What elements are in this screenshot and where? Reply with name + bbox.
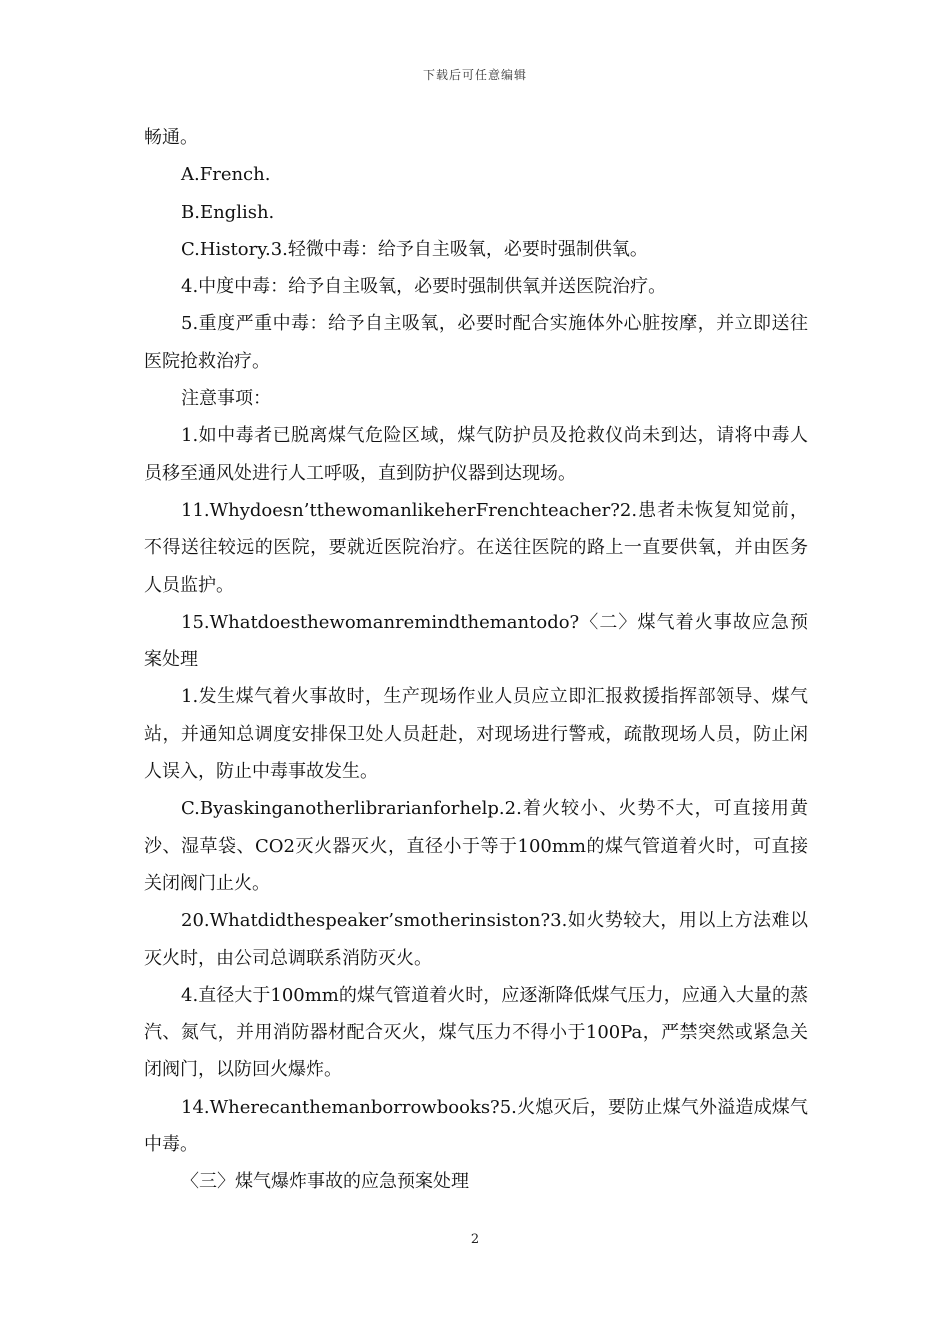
paragraph: 11.Whydoesn’tthewomanlikeherFrenchteacher?2.患者未恢复知觉前，不得送往较远的医院，要就近医院治疗。在送往医院的路上一直要供氧，并由医务人员监护。 bbox=[144, 499, 808, 596]
paragraph: 注意事项： bbox=[181, 388, 271, 410]
document-body bbox=[144, 119, 808, 1201]
paragraph: 5.重度严重中毒：给予自主吸氧，必要时配合实施体外心脏按摩，并立即送往医院抢救治疗。 bbox=[144, 313, 808, 372]
paragraph: C.History.3.轻微中毒：给予自主吸氧，必要时强制供氧。 bbox=[181, 238, 648, 260]
page-header: 下载后可任意编辑 bbox=[422, 68, 527, 82]
paragraph: A.French. bbox=[181, 164, 271, 186]
paragraph: C.Byaskinganotherlibrarianforhelp.2.着火较小、火势不大，可直接用黄沙、湿草袋、CO2灭火器灭火，直径小于等于100mm的煤气管道着火时，可直接关闭阀门止火。 bbox=[144, 798, 808, 894]
paragraph: 1.如中毒者已脱离煤气危险区域，煤气防护员及抢救仪尚未到达，请将中毒人员移至通风处进行人工呼吸，直到防护仪器到达现场。 bbox=[144, 425, 808, 484]
paragraph: 14.Wherecanthemanborrowbooks?5.火熄灭后，要防止煤气外溢造成煤气中毒。 bbox=[144, 1096, 808, 1156]
paragraph: 4.中度中毒：给予自主吸氧，必要时强制供氧并送医院治疗。 bbox=[181, 276, 667, 298]
paragraph: 畅通。 bbox=[144, 127, 198, 148]
page-number: 2 bbox=[470, 1232, 480, 1247]
paragraph: 4.直径大于100mm的煤气管道着火时，应逐渐降低煤气压力，应通入大量的蒸汽、氮气，并用消防器材配合灭火，煤气压力不得小于100Pa，严禁突然或紧急关闭阀门，以防回火爆炸。 bbox=[144, 984, 808, 1081]
paragraph: B.English. bbox=[181, 201, 275, 223]
paragraph: 15.Whatdoesthewomanremindthemantodo?〈二〉煤气着火事故应急预案处理 bbox=[144, 611, 808, 671]
section-heading: 〈三〉煤气爆炸事故的应急预案处理 bbox=[181, 1171, 469, 1193]
paragraph: 20.Whatdidthespeaker’smotherinsiston?3.如火势较大，用以上方法难以灭火时，由公司总调联系消防灭火。 bbox=[144, 910, 808, 969]
paragraph: 1.发生煤气着火事故时，生产现场作业人员应立即汇报救援指挥部领导、煤气站，并通知总调度安排保卫处人员赶赴，对现场进行警戒，疏散现场人员，防止闲人误入，防止中毒事故发生。 bbox=[144, 686, 808, 783]
